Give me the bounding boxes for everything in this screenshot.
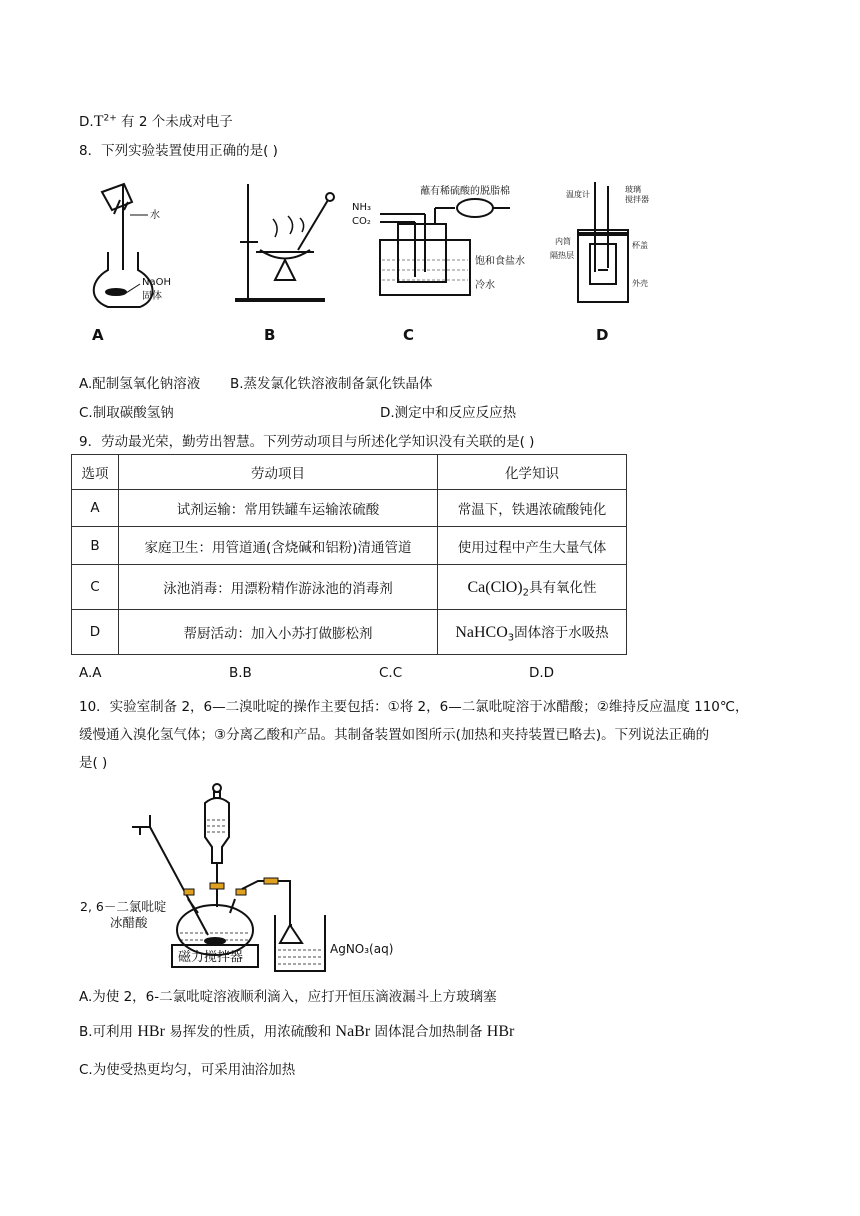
q10-option-b-text-3: 固体混合加热制备: [370, 1024, 487, 1040]
q8-option-d: D.测定中和反应反应热: [380, 405, 517, 421]
q7-option-d: [79, 110, 233, 131]
fig-b-evaporation: [235, 184, 334, 300]
row-labor: 家庭卫生：用管道通(含烧碱和铝粉)清通管道: [119, 527, 438, 565]
q8-option-b: B.蒸发氯化铁溶液制备氯化铁晶体: [230, 376, 433, 392]
table-row: [72, 565, 627, 610]
table-header-row: [72, 455, 627, 490]
fig-a-solid-label: 固体: [142, 291, 162, 302]
row-chem: 使用过程中产生大量气体: [438, 527, 627, 565]
q7-option-text: 有 2 个未成对电子: [116, 114, 233, 130]
q10-stem-line-2: 缓慢通入溴化氢气体；③分离乙酸和产品。其制备装置如图所示(加热和夹持装置已略去)。下列说法正确的: [79, 727, 710, 743]
fig-letter-b: B: [264, 326, 276, 344]
fig-label-reagent: 2, 6－二氯吡啶: [80, 899, 167, 914]
fig-letter-d: D: [596, 326, 609, 344]
chem-formula: NaBr: [335, 1023, 371, 1040]
q9-answer-d: D.D: [529, 665, 555, 681]
q8-figure: [80, 172, 649, 357]
q10-option-b-text-2: 易挥发的性质，用浓硫酸和: [164, 1024, 336, 1040]
chem-formula: NaHCO: [455, 623, 508, 641]
q9-answer-b: B.B: [229, 665, 252, 681]
row-option: A: [72, 490, 119, 527]
fig-d-thermo-label: 温度计: [566, 190, 590, 199]
chem-subscript: 3: [507, 632, 515, 644]
fig-d-inner-label: 内筒: [555, 237, 571, 246]
fig-c-cold-label: 冷水: [475, 280, 495, 291]
fig-d-shell-label: 外壳: [632, 279, 648, 288]
q10-option-a: A.为使 2，6-二氯吡啶溶液顺利滴入，应打开恒压滴液漏斗上方玻璃塞: [79, 989, 497, 1005]
ion-charge: 2+: [103, 113, 117, 124]
chem-text: 固体溶于水吸热: [514, 624, 609, 641]
q7-option-prefix: D.: [79, 114, 94, 130]
chem-formula: Ca(ClO): [467, 578, 523, 596]
ion-symbol: T: [93, 113, 104, 130]
fig-d-lid-label: 杯盖: [632, 241, 648, 250]
row-chem: 常温下，铁遇浓硫酸钝化: [438, 490, 627, 527]
q8-stem: 8．下列实验装置使用正确的是( ): [79, 143, 278, 159]
row-option: C: [72, 565, 119, 610]
fig-c-nh3-label: NH₃: [352, 202, 372, 213]
row-labor: 帮厨活动：加入小苏打做膨松剂: [119, 610, 438, 655]
row-labor: 泳池消毒：用漂粉精作游泳池的消毒剂: [119, 565, 438, 610]
fig-d-stirrer-label-1: 玻璃: [625, 185, 641, 194]
q9-answer-a: A.A: [79, 665, 102, 681]
q10-stem-line-1: 10．实验室制备 2，6—二溴吡啶的操作主要包括：①将 2，6—二氯吡啶溶于冰醋酸；②维持反应温度 110℃，: [79, 699, 749, 715]
table-row: [72, 610, 627, 655]
header-labor: 劳动项目: [119, 455, 438, 490]
table-row: [72, 527, 627, 565]
fig-letter-c: C: [403, 326, 415, 344]
chem-text: 具有氧化性: [528, 579, 597, 596]
header-option: 选项: [72, 455, 119, 490]
q10-figure: [80, 775, 410, 975]
header-chem: 化学知识: [438, 455, 627, 490]
q10-option-c: C.为使受热更均匀，可采用油浴加热: [79, 1062, 296, 1078]
row-option: D: [72, 610, 119, 655]
fig-c-co2-label: CO₂: [352, 216, 371, 227]
row-labor: 试剂运输：常用铁罐车运输浓硫酸: [119, 490, 438, 527]
q8-option-a: A.配制氢氧化钠溶液: [79, 376, 201, 392]
fig-c-cotton-label: 蘸有稀硫酸的脱脂棉: [420, 186, 510, 197]
row-chem: [438, 610, 627, 655]
fig-d-calorimeter: [578, 182, 628, 302]
fig-letter-a: A: [92, 326, 104, 344]
chem-subscript: 2: [522, 587, 529, 599]
q9-stem: 9．劳动最光荣，勤劳出智慧。下列劳动项目与所述化学知识没有关联的是( ): [79, 434, 535, 450]
fig-label-solvent: 冰醋酸: [110, 915, 148, 930]
fig-a-naoh-label: NaOH: [142, 277, 171, 288]
fig-label-stirrer: 磁力搅拌器: [178, 950, 244, 965]
q10-option-b-text-1: B.可利用: [79, 1024, 138, 1040]
q10-option-b: [79, 1020, 514, 1041]
chem-formula: HBr: [137, 1023, 165, 1040]
q10-stem-line-3: 是( ): [79, 755, 108, 771]
q9-answer-c: C.C: [379, 665, 403, 681]
table-row: [72, 490, 627, 527]
fig-label-agno3: AgNO₃(aq): [330, 942, 394, 956]
fig-a-flask: [94, 184, 153, 307]
q8-option-c: C.制取碳酸氢钠: [79, 405, 174, 421]
row-chem: [438, 565, 627, 610]
q9-table: [71, 454, 627, 655]
fig-d-stirrer-label-2: 搅拌器: [625, 195, 649, 204]
fig-c-brine-label: 饱和食盐水: [475, 256, 525, 267]
fig-d-insul-label: 隔热层: [550, 251, 574, 260]
fig-a-water-label: 水: [150, 210, 160, 221]
chem-formula: HBr: [486, 1023, 515, 1040]
row-option: B: [72, 527, 119, 565]
